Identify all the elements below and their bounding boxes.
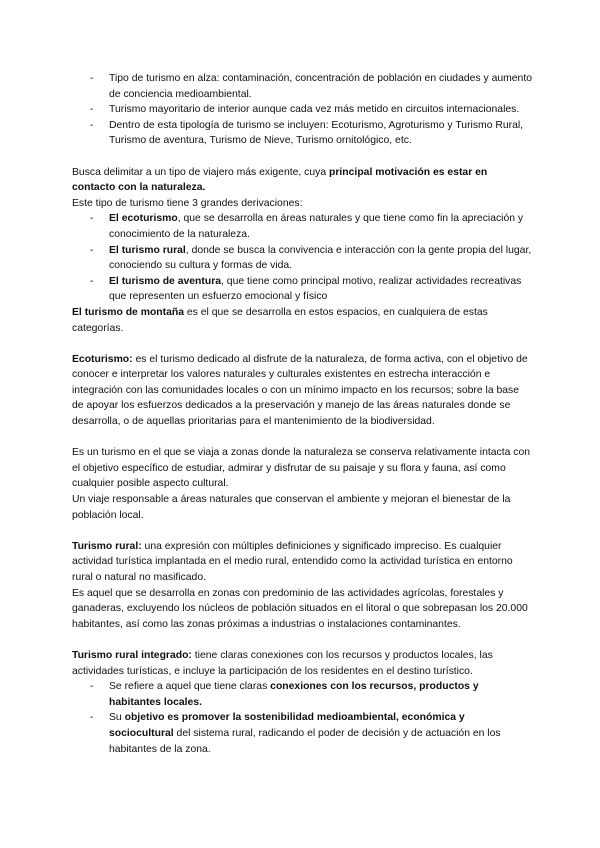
rural-integrated-paragraph: Turismo rural integrado: tiene claras conexiones con los recursos y productos locales, las actividades turísticas, e incluye la participación de los residentes en el destino turístico. (72, 649, 493, 677)
list-item: - Tipo de turismo en alza: contaminación, concentración de población en ciudades y aumento de conciencia medioambiental. (72, 71, 532, 102)
motivation-paragraph: Busca delimitar a un tipo de viajero más exigente, cuya principal motivación es estar en contacto con la naturaleza. (72, 166, 488, 194)
mountain-paragraph: El turismo de montaña es el que se desarrolla en estos espacios, en cualquiera de estas categorías. (72, 306, 488, 334)
list-item: - El turismo de aventura, que tiene como principal motivo, realizar actividades recreativas que representen un esfuerzo emocional y físico (72, 274, 532, 305)
list-item: - Se refiere a aquel que tiene claras conexiones con los recursos, productos y habitantes locales. (72, 679, 532, 710)
list-item: - El ecoturismo, que se desarrolla en áreas naturales y que tiene como fin la apreciación y conocimiento de la naturaleza. (72, 211, 532, 242)
ecoturismo-paragraph: Ecoturismo: es el turismo dedicado al disfrute de la naturaleza, de forma activa, con el objetivo de conocer e interpretar los valores naturales y culturales existentes en estrecha interacción e integración con las comunidades locales o con un mínimo impacto en los recursos; sobre la base de apoyar los esfuerzos dedicados a la preservación y manejo de las áreas naturales donde se desarrolla, o de aquellas prioritarias para el mantenimiento de la biodiversidad. (72, 353, 528, 428)
intro-list (72, 71, 532, 149)
derivations-intro: Este tipo de turismo tiene 3 grandes derivaciones: (72, 197, 303, 209)
rural-integrated-list (72, 679, 532, 757)
ecoturismo-paragraph-2: Es un turismo en el que se viaja a zonas donde la naturaleza se conserva relativamente intacta con el objetivo específico de estudiar, admirar y disfrutar de su paisaje y su flora y fauna, así como cualquier posible aspecto cultural. (72, 447, 531, 490)
ecoturismo-paragraph-3: Un viaje responsable a áreas naturales que conservan el ambiente y mejoran el bienestar de la población local. (72, 494, 511, 521)
derivations-list (72, 211, 532, 305)
rural-paragraph: Turismo rural: una expresión con múltiples definiciones y significado impreciso. Es cualquier actividad turística implantada en el medio rural, entendido como la actividad turística en entorno rural o natural no masificado. (72, 540, 513, 583)
list-item: - El turismo rural, donde se busca la convivencia e interacción con la gente propia del lugar, conociendo su cultura y formas de vida. (72, 243, 532, 274)
rural-paragraph-2: Es aquel que se desarrolla en zonas con predominio de las actividades agrícolas, forestales y ganaderas, excluyendo los núcleos de población situados en el litoral o que sobrepasan los 20.000 habitantes, así como las zonas próximas a industrias o instalaciones contaminantes. (72, 587, 528, 630)
list-item: - Dentro de esta tipología de turismo se incluyen: Ecoturismo, Agroturismo y Turismo Rural, Turismo de aventura, Turismo de Nieve, Turismo ornitológico, etc. (72, 118, 532, 149)
list-item: - Su objetivo es promover la sostenibilidad medioambiental, económica y sociocultural del sistema rural, radicando el poder de decisión y de actuación en los habitantes de la zona. (72, 710, 532, 757)
list-item: - Turismo mayoritario de interior aunque cada vez más metido en circuitos internacionales. (72, 102, 532, 118)
document-page (72, 71, 532, 757)
motivation-bold: principal motivación es estar en contacto con la naturaleza. (72, 166, 488, 194)
